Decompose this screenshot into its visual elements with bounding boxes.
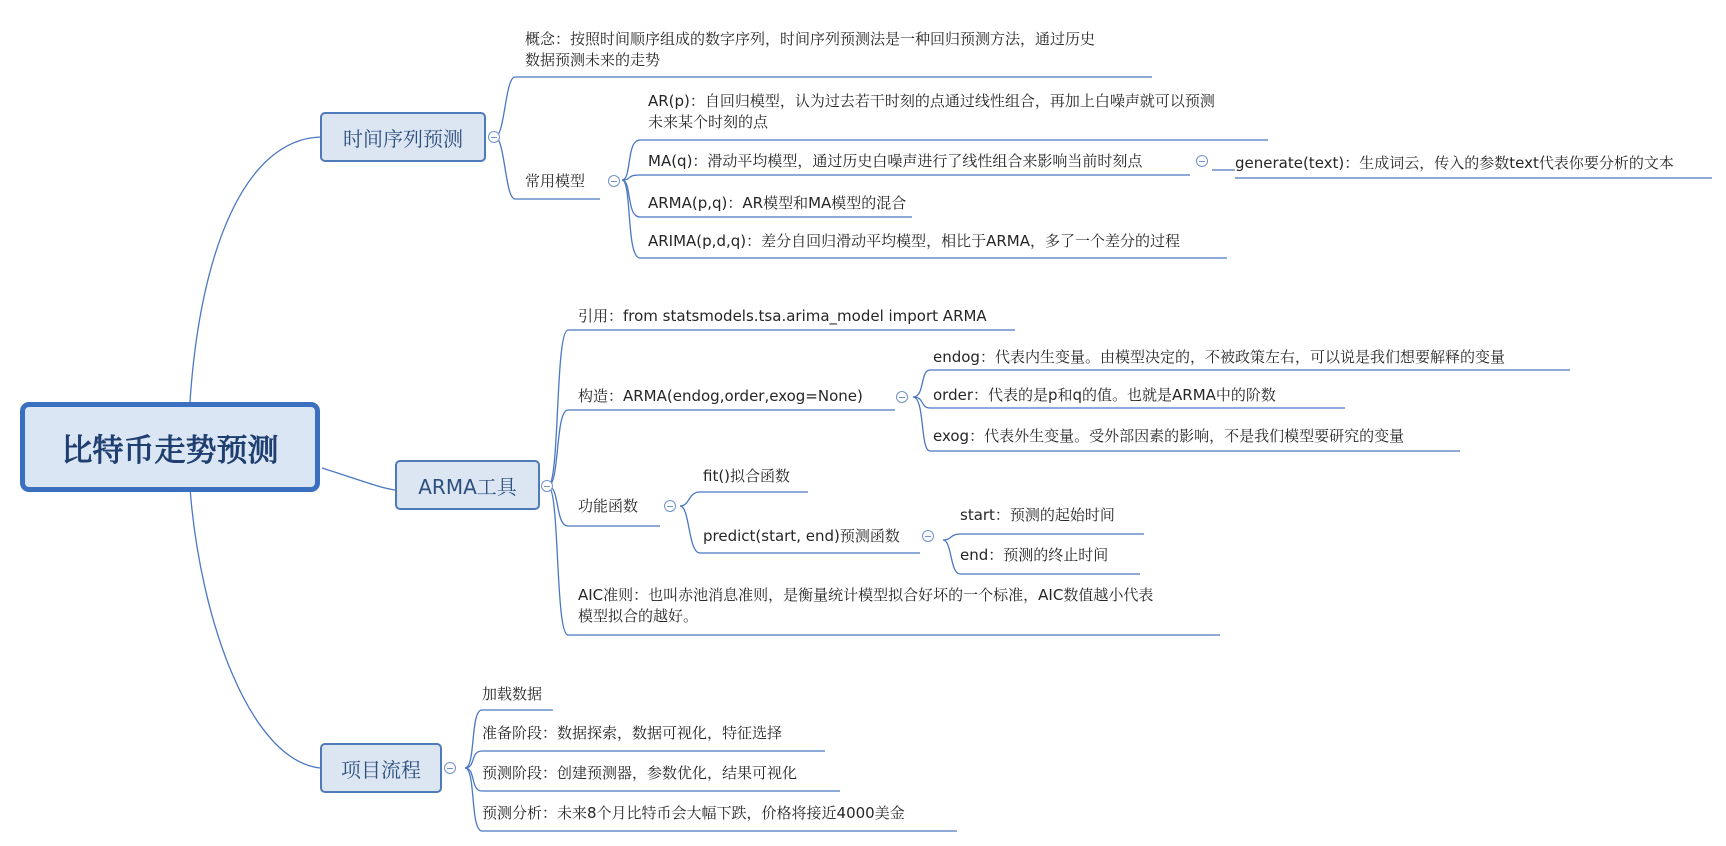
node-concept-line2: 数据预测未来的走势 (525, 51, 661, 69)
node-ar-line2: 未来某个时刻的点 (648, 113, 769, 131)
node-aic-line1: AIC准则：也叫赤池消息准则，是衡量统计模型拟合好坏的一个标准，AIC数值越小代表 (578, 586, 1154, 604)
node-endog[interactable]: endog：代表内生变量。由模型决定的，不被政策左右，可以说是我们想要解释的变量 (933, 348, 1505, 366)
node-concept[interactable] (525, 29, 1095, 71)
node-prep-stage[interactable]: 准备阶段：数据探索，数据可视化，特征选择 (482, 724, 783, 742)
node-start[interactable]: start：预测的起始时间 (960, 506, 1115, 524)
node-end[interactable]: end：预测的终止时间 (960, 546, 1109, 564)
node-load-data[interactable]: 加载数据 (482, 685, 543, 703)
node-concept-line1: 概念：按照时间顺序组成的数字序列，时间序列预测法是一种回归预测方法，通过历史 (525, 30, 1096, 48)
collapse-toggle-icon[interactable] (608, 175, 620, 187)
collapse-toggle-icon[interactable] (1196, 155, 1208, 167)
node-functions[interactable]: 功能函数 (578, 497, 639, 515)
node-fit[interactable]: fit()拟合函数 (703, 467, 791, 485)
topic-project-flow[interactable] (320, 743, 442, 793)
node-aic-line2: 模型拟合的越好。 (578, 607, 699, 625)
node-arma-model[interactable]: ARMA(p,q)：AR模型和MA模型的混合 (648, 194, 907, 212)
node-common-models[interactable]: 常用模型 (525, 172, 586, 190)
node-exog[interactable]: exog：代表外生变量。受外部因素的影响，不是我们模型要研究的变量 (933, 427, 1405, 445)
topic-arma-tool[interactable] (395, 460, 540, 510)
topic-project-flow-label: 项目流程 (341, 757, 421, 782)
node-import[interactable]: 引用：from statsmodels.tsa.arima_model import ARMA (578, 307, 987, 325)
root-topic-label: 比特币走势预测 (61, 432, 279, 469)
node-arima-model[interactable]: ARIMA(p,d,q)：差分自回归滑动平均模型，相比于ARMA，多了一个差分的过程 (648, 232, 1181, 250)
topic-time-series[interactable] (320, 112, 486, 162)
root-topic[interactable] (20, 402, 320, 492)
node-predict[interactable]: predict(start, end)预测函数 (703, 527, 900, 545)
collapse-toggle-icon[interactable] (664, 500, 676, 512)
node-aic[interactable] (578, 585, 1153, 627)
collapse-toggle-icon[interactable] (922, 530, 934, 542)
node-ar-line1: AR(p)：自回归模型，认为过去若干时刻的点通过线性组合，再加上白噪声就可以预测 (648, 92, 1215, 110)
node-pred-stage[interactable]: 预测阶段：创建预测器，参数优化，结果可视化 (482, 764, 798, 782)
collapse-toggle-icon[interactable] (444, 762, 456, 774)
node-construct[interactable]: 构造：ARMA(endog,order,exog=None) (578, 387, 863, 405)
collapse-toggle-icon[interactable] (896, 391, 908, 403)
collapse-toggle-icon[interactable] (488, 131, 500, 143)
topic-arma-tool-label: ARMA工具 (418, 474, 517, 499)
topic-time-series-label: 时间序列预测 (343, 126, 463, 151)
node-ar[interactable] (648, 91, 1215, 133)
collapse-toggle-icon[interactable] (541, 480, 553, 492)
node-generate[interactable]: generate(text)：生成词云，传入的参数text代表你要分析的文本 (1235, 154, 1674, 172)
node-order[interactable]: order：代表的是p和q的值。也就是ARMA中的阶数 (933, 386, 1276, 404)
node-analysis[interactable]: 预测分析：未来8个月比特币会大幅下跌，价格将接近4000美金 (482, 804, 905, 822)
node-ma[interactable]: MA(q)：滑动平均模型，通过历史白噪声进行了线性组合来影响当前时刻点 (648, 152, 1143, 170)
